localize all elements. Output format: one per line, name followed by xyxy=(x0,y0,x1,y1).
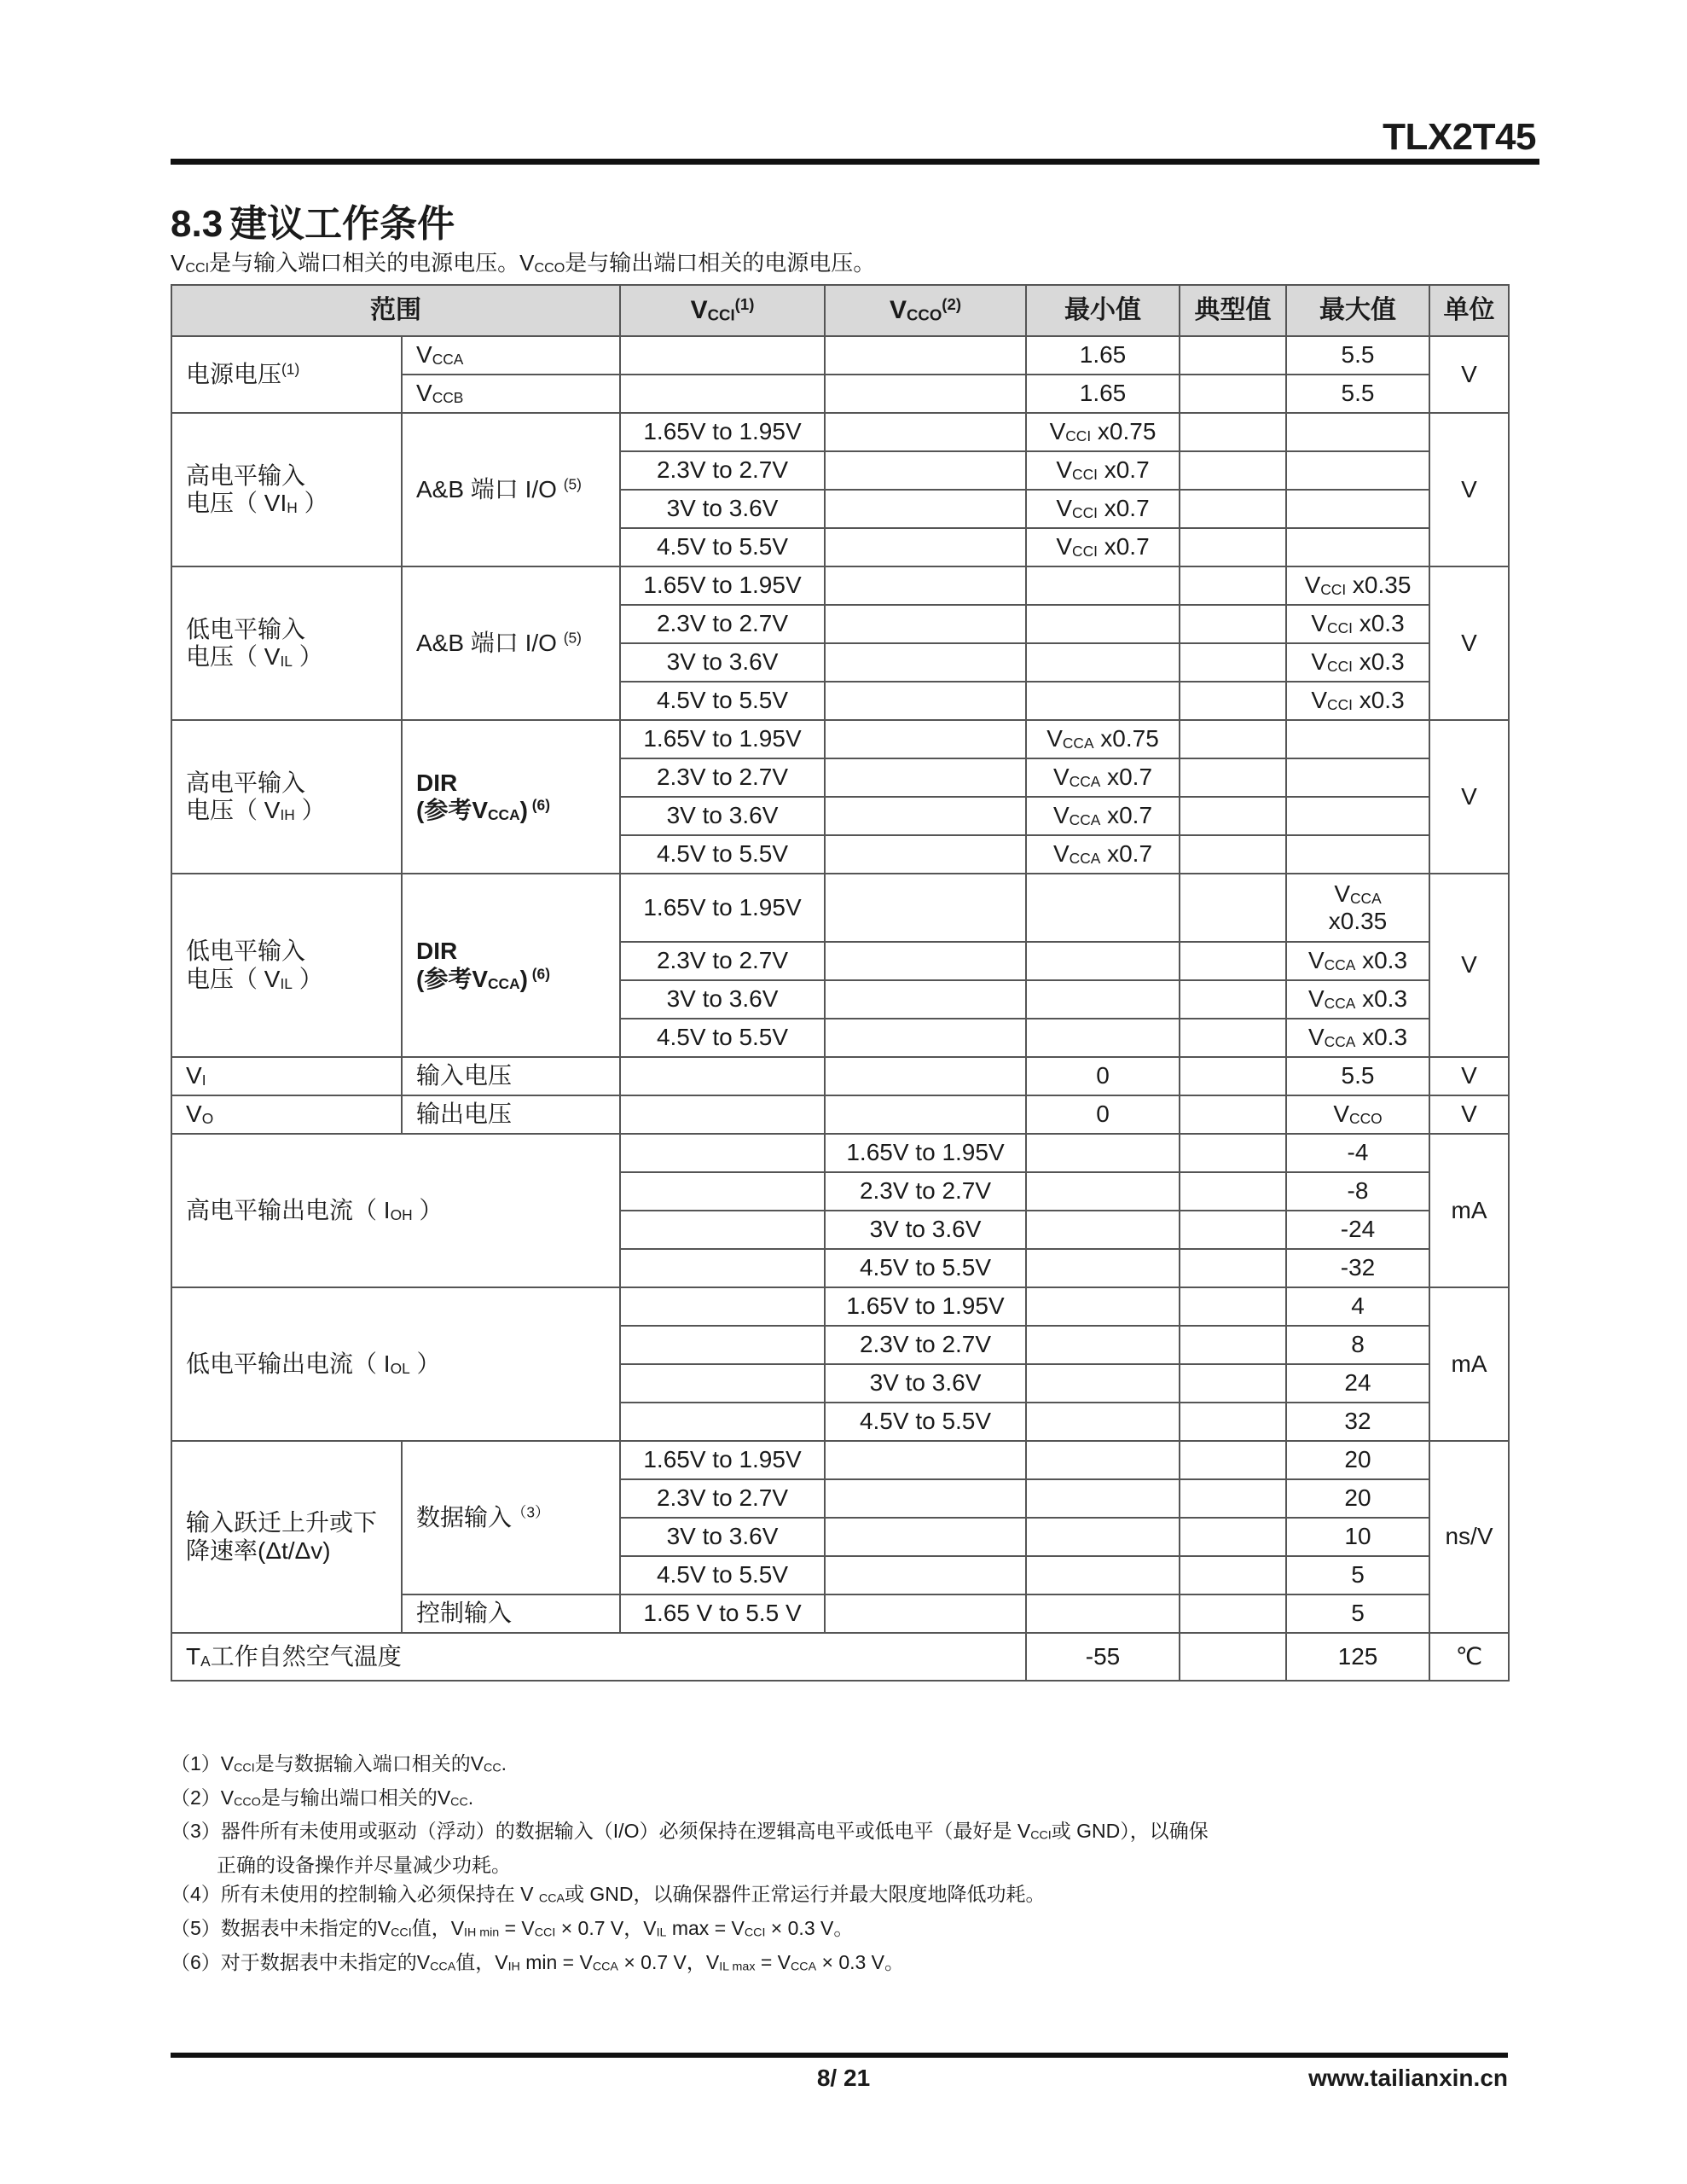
vil-ab-max: $V_{CCI}$ x0.3 xyxy=(1286,682,1429,720)
vih-dir-label: 高电平输入 电压（ $V_{IH}$ ） xyxy=(171,720,402,874)
vi-max: 5.5 xyxy=(1286,1057,1429,1095)
vcci-range: 3V to 3.6V xyxy=(620,490,825,528)
vccb-symbol: $V_{CCB}$ xyxy=(402,375,620,413)
note-4: （4）所有未使用的控制输入必须保持在 V $_{CCA}$或 GND，以确保器件正常运行并最大限度地降低功耗。 xyxy=(171,1883,1046,1906)
vcci-range: 1.65V to 1.95V xyxy=(620,1441,825,1479)
vi-unit: V xyxy=(1429,1057,1509,1095)
iol-max: 32 xyxy=(1286,1403,1429,1441)
header-typ: 典型值 xyxy=(1180,285,1286,336)
section-number: 8.3 xyxy=(171,203,223,245)
table-header-row xyxy=(171,285,1509,336)
vo-label: 输出电压 xyxy=(402,1095,620,1134)
slew-rate-label: 输入跃迁上升或下 降速率(Δt/Δv) xyxy=(171,1441,402,1633)
vil-dir-max: $V_{CCA}$ x0.3 xyxy=(1286,980,1429,1019)
vih-ab-min: $V_{CCI}$ x0.7 xyxy=(1026,528,1180,566)
vcci-range: 2.3V to 2.7V xyxy=(620,942,825,980)
table-row xyxy=(171,1287,1509,1326)
section-title-text: 建议工作条件 xyxy=(229,203,455,245)
vih-ab-label: 高电平输入 电压（ $VI_H$ ） xyxy=(171,413,402,566)
ioh-max: -8 xyxy=(1286,1172,1429,1211)
vcci-range: 1.65V to 1.95V xyxy=(620,413,825,451)
supply-vcca-min: 1.65 xyxy=(1026,336,1180,375)
vcci-range: 3V to 3.6V xyxy=(620,980,825,1019)
table-notes xyxy=(171,1749,1450,1981)
vil-dir-max: $V_{CCA}$ x0.35 xyxy=(1286,874,1429,942)
vo-max: $V_{CCO}$ xyxy=(1286,1095,1429,1134)
vcco-range: 3V to 3.6V xyxy=(825,1211,1026,1249)
header-rule xyxy=(171,159,1539,165)
page-number: 8/ 21 xyxy=(816,2065,871,2091)
ta-max: 125 xyxy=(1286,1633,1429,1681)
vcci-range: 2.3V to 2.7V xyxy=(620,451,825,490)
vcci-range: 1.65V to 1.95V xyxy=(620,566,825,605)
vih-dir-min: $V_{CCA}$ x0.7 xyxy=(1026,758,1180,797)
vcci-range: 1.65V to 1.95V xyxy=(620,874,825,942)
iol-max: 24 xyxy=(1286,1364,1429,1403)
note-3-continued: 正确的设备操作并尽量减少功耗。 xyxy=(217,1854,511,1877)
note-1: $(1)V_{CCI}$是与数据输入端口相关的$V_{CC}$. xyxy=(171,1752,507,1775)
ta-min: -55 xyxy=(1026,1633,1180,1681)
section-title xyxy=(171,193,455,247)
header-vcci: $V_{CCI}^{(1)}$ xyxy=(620,285,825,336)
vil-ab-max: $V_{CCI}$ x0.35 xyxy=(1286,566,1429,605)
vi-min: 0 xyxy=(1026,1057,1180,1095)
data-input-label: 数据输入$^{(3)}$ xyxy=(402,1441,620,1594)
ioh-max: -4 xyxy=(1286,1134,1429,1172)
supply-vcca-max: 5.5 xyxy=(1286,336,1429,375)
vil-dir-label: 低电平输入 电压（ $V_{IL}$ ） xyxy=(171,874,402,1057)
recommended-operating-conditions-table xyxy=(171,284,1510,1682)
vcci-range: 2.3V to 2.7V xyxy=(620,605,825,643)
vo-symbol: $V_O$ xyxy=(171,1095,402,1134)
vcci-range: 4.5V to 5.5V xyxy=(620,1556,825,1594)
table-row xyxy=(171,1441,1509,1479)
iol-label: 低电平输出电流（ $I_{OL}$ ） xyxy=(171,1287,620,1441)
vcco-range: 1.65V to 1.95V xyxy=(825,1287,1026,1326)
vih-ab-min: $V_{CCI}$ x0.7 xyxy=(1026,490,1180,528)
note-2: $(2)V_{CCO}$是与输出端口相关的$V_{CC}$. xyxy=(171,1786,474,1809)
slew-max: 5 xyxy=(1286,1556,1429,1594)
vi-label: 输入电压 xyxy=(402,1057,620,1095)
note-3: （3）器件所有未使用或驱动（浮动）的数据输入（I/O）必须保持在逻辑高电平或低电平（最好是 $V_{CCI}$或 GND），以确保 xyxy=(171,1820,1209,1844)
vcco-range: 4.5V to 5.5V xyxy=(825,1403,1026,1441)
footer-rule xyxy=(171,2053,1508,2058)
vih-ab-min: $V_{CCI}$ x0.7 xyxy=(1026,451,1180,490)
note-5: （5）数据表中未指定的$V_{CCI}$值，$V_{IH min} = V_{CCI} \times 0.7$ V，$V_{IL}$ $\max = V_{CCI} \times 0.3$ V。 xyxy=(171,1916,854,1940)
vcci-range: 4.5V to 5.5V xyxy=(620,528,825,566)
vcco-range: 3V to 3.6V xyxy=(825,1364,1026,1403)
vcci-range: 2.3V to 2.7V xyxy=(620,758,825,797)
header-max: 最大值 xyxy=(1286,285,1429,336)
supply-voltage-label: 电源电压$^{(1)}$ xyxy=(171,336,402,413)
table-row xyxy=(171,1095,1509,1134)
vcco-range: 1.65V to 1.95V xyxy=(825,1134,1026,1172)
vih-ab-port: A&B 端口 I/O $^{(5)}$ xyxy=(402,413,620,566)
vil-ab-unit: V xyxy=(1429,566,1509,720)
vcci-range: 4.5V to 5.5V xyxy=(620,682,825,720)
table-row xyxy=(171,874,1509,942)
supply-vccb-min: 1.65 xyxy=(1026,375,1180,413)
vil-ab-label: 低电平输入 电压（ $V_{IL}$ ） xyxy=(171,566,402,720)
vcco-range: 4.5V to 5.5V xyxy=(825,1249,1026,1287)
table-row xyxy=(171,1057,1509,1095)
header-unit: 单位 xyxy=(1429,285,1509,336)
vil-dir-unit: V xyxy=(1429,874,1509,1057)
iol-max: 8 xyxy=(1286,1326,1429,1364)
vcci-range: 3V to 3.6V xyxy=(620,1518,825,1556)
vcci-range: 4.5V to 5.5V xyxy=(620,835,825,874)
vcci-range: 2.3V to 2.7V xyxy=(620,1479,825,1518)
header-min: 最小值 xyxy=(1026,285,1180,336)
table-row xyxy=(171,566,1509,605)
vil-ab-max: $V_{CCI}$ x0.3 xyxy=(1286,605,1429,643)
supply-vccb-max: 5.5 xyxy=(1286,375,1429,413)
vi-symbol: $V_I$ xyxy=(171,1057,402,1095)
slew-max: 20 xyxy=(1286,1479,1429,1518)
supply-unit: V xyxy=(1429,336,1509,413)
control-input-label: 控制输入 xyxy=(402,1594,620,1633)
vil-dir-max: $V_{CCA}$ x0.3 xyxy=(1286,1019,1429,1057)
document-model-title: TLX2T45 xyxy=(1383,116,1536,158)
vih-dir-pin: DIR (参考$V_{CCA}$) $^{(6)}$ xyxy=(402,720,620,874)
vih-dir-unit: V xyxy=(1429,720,1509,874)
intro-text: $V_{CCI}$是与输入端口相关的电源电压。$V_{CCO}$是与输出端口相关的电源电压。 xyxy=(171,250,876,276)
vih-dir-min: $V_{CCA}$ x0.7 xyxy=(1026,835,1180,874)
iol-unit: mA xyxy=(1429,1287,1509,1441)
table-row xyxy=(171,1633,1509,1681)
slew-max: 20 xyxy=(1286,1441,1429,1479)
vih-ab-min: $V_{CCI}$ x0.75 xyxy=(1026,413,1180,451)
vcca-symbol: $V_{CCA}$ xyxy=(402,336,620,375)
control-input-range: 1.65 V to 5.5 V xyxy=(620,1594,825,1633)
table-row xyxy=(171,1134,1509,1172)
header-vcco: $V_{CCO}^{(2)}$ xyxy=(825,285,1026,336)
note-6: （6）对于数据表中未指定的$V_{CCA}$值，$V_{IH}$ $\min = V_{CCA} \times 0.7$ V，$V_{IL max} = V_{CCA} \times 0.3$ V。 xyxy=(171,1950,905,1974)
ioh-label: 高电平输出电流（ $I_{OH}$ ） xyxy=(171,1134,620,1287)
vil-dir-pin: DIR (参考$V_{CCA}$) $^{(6)}$ xyxy=(402,874,620,1057)
vil-dir-max: $V_{CCA}$ x0.3 xyxy=(1286,942,1429,980)
ta-unit: ℃ xyxy=(1429,1633,1509,1681)
ioh-unit: mA xyxy=(1429,1134,1509,1287)
vcci-range: 1.65V to 1.95V xyxy=(620,720,825,758)
ta-label: $T_A$工作自然空气温度 xyxy=(171,1633,1026,1681)
header-range: 范围 xyxy=(171,285,620,336)
vcco-range: 2.3V to 2.7V xyxy=(825,1172,1026,1211)
ioh-max: -32 xyxy=(1286,1249,1429,1287)
table-row xyxy=(171,720,1509,758)
vcci-range: 3V to 3.6V xyxy=(620,643,825,682)
table-row xyxy=(171,336,1509,375)
website-link[interactable]: www.tailianxin.cn xyxy=(1308,2065,1508,2091)
vih-ab-unit: V xyxy=(1429,413,1509,566)
control-input-max: 5 xyxy=(1286,1594,1429,1633)
vih-dir-min: $V_{CCA}$ x0.75 xyxy=(1026,720,1180,758)
vcco-range: 2.3V to 2.7V xyxy=(825,1326,1026,1364)
vcci-range: 4.5V to 5.5V xyxy=(620,1019,825,1057)
vcci-range: 3V to 3.6V xyxy=(620,797,825,835)
slew-unit: ns/V xyxy=(1429,1441,1509,1633)
table-row xyxy=(171,413,1509,451)
vo-unit: V xyxy=(1429,1095,1509,1134)
vo-min: 0 xyxy=(1026,1095,1180,1134)
vil-ab-port: A&B 端口 I/O $^{(5)}$ xyxy=(402,566,620,720)
ioh-max: -24 xyxy=(1286,1211,1429,1249)
vil-ab-max: $V_{CCI}$ x0.3 xyxy=(1286,643,1429,682)
iol-max: 4 xyxy=(1286,1287,1429,1326)
slew-max: 10 xyxy=(1286,1518,1429,1556)
vih-dir-min: $V_{CCA}$ x0.7 xyxy=(1026,797,1180,835)
